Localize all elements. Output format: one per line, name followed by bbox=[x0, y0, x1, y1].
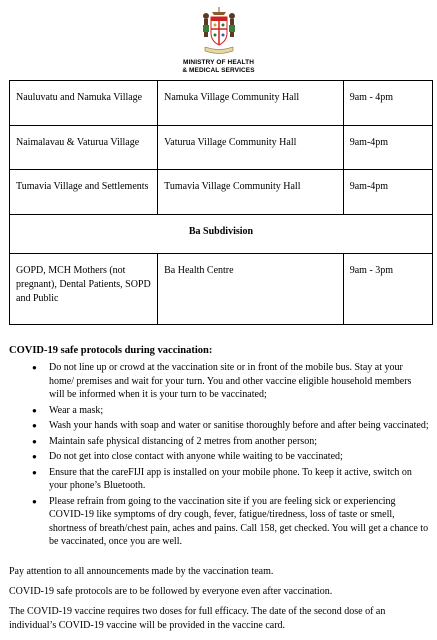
time-cell: 9am-4pm bbox=[343, 126, 432, 170]
list-item bbox=[32, 361, 429, 402]
list-item bbox=[32, 419, 429, 433]
second-dose-paragraph: The COVID-19 vaccine requires two doses for full efficacy. The date of the second dose of an individual’s COVID-19 vaccine will be provided in the vaccine card. bbox=[9, 606, 386, 631]
bullet-icon: ● bbox=[32, 452, 37, 461]
protocols-list bbox=[9, 361, 429, 551]
bullet-icon: ● bbox=[32, 467, 37, 477]
list-item-text: Maintain safe physical distancing of 2 metres from another person; bbox=[49, 435, 317, 447]
table-row bbox=[10, 126, 433, 170]
list-item bbox=[32, 466, 429, 493]
list-item-text: Wear a mask; bbox=[49, 404, 104, 416]
time-cell: 9am - 3pm bbox=[343, 254, 432, 325]
vaccination-schedule-table bbox=[9, 80, 433, 325]
area-cell: Tumavia Village and Settlements bbox=[10, 170, 158, 215]
table-row bbox=[10, 170, 433, 215]
after-vaccination-paragraph: COVID-19 safe protocols are to be followed by everyone even after vaccination. bbox=[9, 586, 333, 597]
list-item bbox=[32, 495, 429, 549]
table-row bbox=[10, 81, 433, 126]
bullet-icon: ● bbox=[32, 363, 37, 372]
area-cell: Naimalavau & Vaturua Village bbox=[10, 126, 158, 170]
list-item bbox=[32, 404, 429, 418]
venue-cell: Ba Health Centre bbox=[158, 254, 344, 325]
announcements-paragraph: Pay attention to all announcements made by the vaccination team. bbox=[9, 566, 274, 577]
fiji-coat-of-arms-icon bbox=[199, 6, 239, 58]
bullet-icon: ● bbox=[32, 421, 37, 430]
time-cell: 9am - 4pm bbox=[343, 81, 432, 126]
bullet-icon: ● bbox=[32, 436, 37, 446]
subdivision-row bbox=[10, 215, 433, 254]
table-row bbox=[10, 254, 433, 325]
bullet-icon: ● bbox=[32, 405, 37, 415]
page-header bbox=[0, 6, 437, 75]
ministry-name bbox=[0, 59, 437, 75]
list-item bbox=[32, 450, 429, 464]
area-cell: Nauluvatu and Namuka Village bbox=[10, 81, 158, 126]
venue-cell: Tumavia Village Community Hall bbox=[158, 170, 344, 215]
ministry-line-2: & MEDICAL SERVICES bbox=[182, 67, 255, 74]
list-item-text: Do not get into close contact with anyone while waiting to be vaccinated; bbox=[49, 451, 343, 462]
list-item-text: Please refrain from going to the vaccination site if you are feeling sick or experiencing COVID-19 like symptoms of dry cough, fever, fatigue/tiredness, loss of taste or smell, shortness of breath/chest pain, aches and pains. Call 158, get checked. You will get a chance to be vaccinated, once you are well. bbox=[49, 495, 429, 547]
list-item-text: Do not line up or crowd at the vaccination site or in front of the mobile bus. Stay at your home/ premises and wait for your turn. You and other vaccine eligible household members will be informed when it is your turn to be vaccinated; bbox=[49, 362, 412, 400]
ministry-line-1: MINISTRY OF HEALTH bbox=[182, 59, 254, 66]
time-cell: 9am-4pm bbox=[343, 170, 432, 215]
list-item-text: Ensure that the careFIJI app is installed on your mobile phone. To keep it active, switch on your phone’s Bluetooth. bbox=[49, 466, 412, 491]
venue-cell: Vaturua Village Community Hall bbox=[158, 126, 344, 170]
protocols-title: COVID-19 safe protocols during vaccination: bbox=[9, 345, 213, 356]
subdivision-heading: Ba Subdivision bbox=[10, 215, 433, 254]
bullet-icon: ● bbox=[32, 496, 37, 506]
list-item-text: Wash your hands with soap and water or sanitise thoroughly before and after being vaccinated; bbox=[49, 420, 429, 431]
list-item bbox=[32, 435, 429, 449]
area-cell: GOPD, MCH Mothers (not pregnant), Dental Patients, SOPD and Public bbox=[10, 254, 158, 325]
venue-cell: Namuka Village Community Hall bbox=[158, 81, 344, 126]
